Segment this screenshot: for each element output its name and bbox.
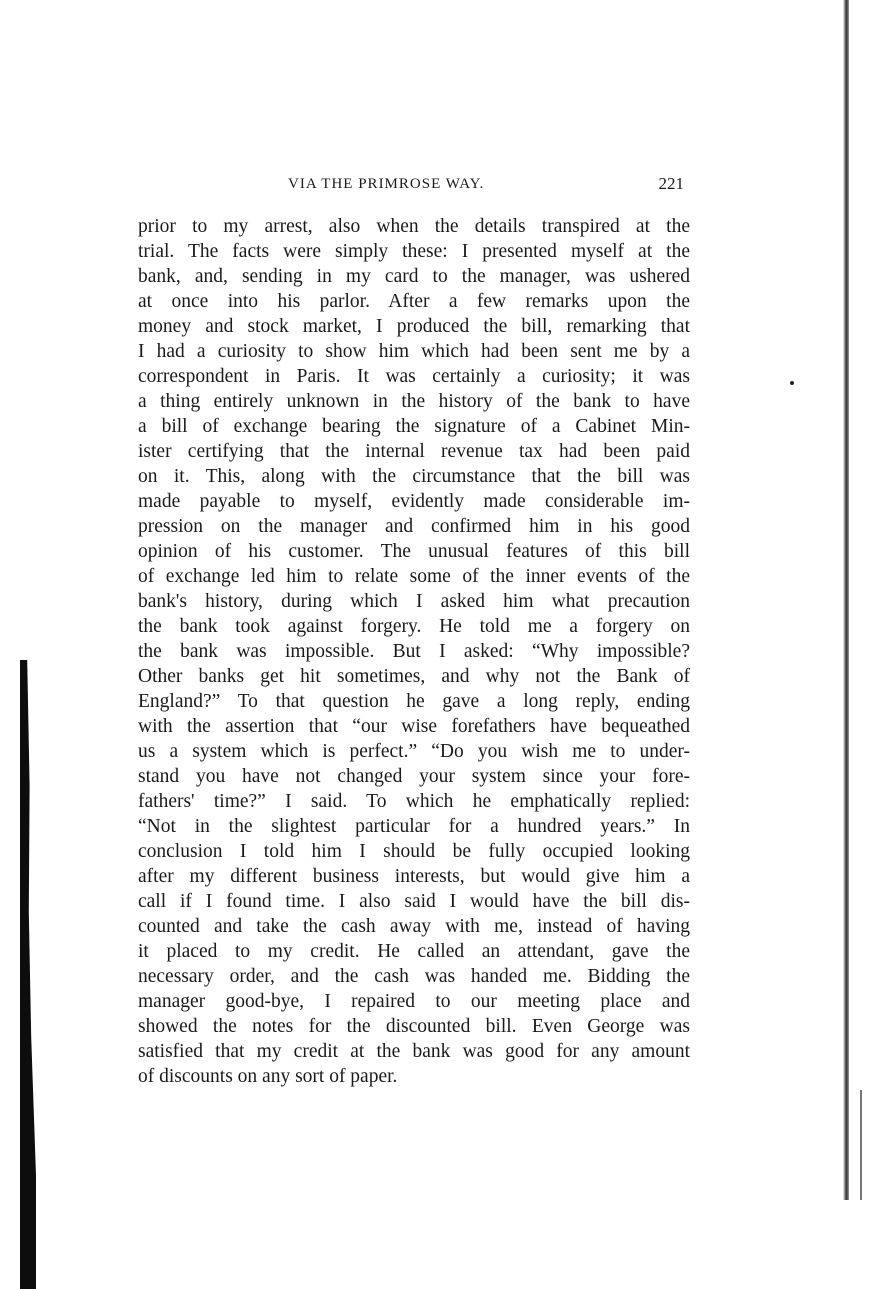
text-line: satisfied that my credit at the bank was good for any amount [138,1041,690,1062]
running-head: VIA THE PRIMROSE WAY. [288,176,485,192]
scan-edge-line-right-lower [860,1090,862,1200]
scan-edge-shadow-left [20,660,36,1289]
text-line: call if I found time. I also said I would have the bill dis- [138,891,690,912]
text-line: I had a curiosity to show him which had been sent me by a [138,341,690,362]
text-line: of exchange led him to relate some of the inner events of the [138,566,690,587]
text-line: a thing entirely unknown in the history of the bank to have [138,391,690,412]
text-line: with the assertion that “our wise forefathers have bequeathed [138,716,690,737]
text-line: the bank took against forgery. He told me a forgery on [138,616,690,637]
text-line: prior to my arrest, also when the details transpired at the [138,216,690,237]
text-line: ister certifying that the internal revenue tax had been paid [138,441,690,462]
text-line: money and stock market, I produced the bill, remarking that [138,316,690,337]
text-line: Other banks get hit sometimes, and why not the Bank of [138,666,690,687]
text-line: England?” To that question he gave a long reply, ending [138,691,690,712]
text-line: conclusion I told him I should be fully occupied looking [138,841,690,862]
text-line: stand you have not changed your system since your fore- [138,766,690,787]
text-line: after my different business interests, but would give him a [138,866,690,887]
page-header [138,172,688,198]
text-line: trial. The facts were simply these: I presented myself at the [138,241,690,262]
text-line: bank's history, during which I asked him what precaution [138,591,690,612]
text-line: “Not in the slightest particular for a hundred years.” In [138,816,690,837]
text-line: pression on the manager and confirmed him in his good [138,516,690,537]
page-number: 221 [658,174,684,193]
text-line: it placed to my credit. He called an attendant, gave the [138,941,690,962]
text-line: made payable to myself, evidently made considerable im- [138,491,690,512]
text-line: showed the notes for the discounted bill. Even George was [138,1016,690,1037]
text-line: fathers' time?” I said. To which he emphatically replied: [138,791,690,812]
text-line: at once into his parlor. After a few remarks upon the [138,291,690,312]
text-line: counted and take the cash away with me, instead of having [138,916,690,937]
text-line: correspondent in Paris. It was certainly a curiosity; it was [138,366,690,387]
scan-speck [790,381,794,385]
text-line: on it. This, along with the circumstance that the bill was [138,466,690,487]
text-line: a bill of exchange bearing the signature of a Cabinet Min- [138,416,690,437]
scan-edge-line-right [843,0,849,1200]
text-line: bank, and, sending in my card to the manager, was ushered [138,266,690,287]
text-line: necessary order, and the cash was handed me. Bidding the [138,966,690,987]
text-line: the bank was impossible. But I asked: “Why impossible? [138,641,690,662]
text-line: us a system which is perfect.” “Do you wish me to under- [138,741,690,762]
text-line: opinion of his customer. The unusual features of this bill [138,541,690,562]
body-text [138,214,690,1089]
text-line: manager good-bye, I repaired to our meeting place and [138,991,690,1012]
text-line-last: of discounts on any sort of paper. [138,1066,398,1087]
